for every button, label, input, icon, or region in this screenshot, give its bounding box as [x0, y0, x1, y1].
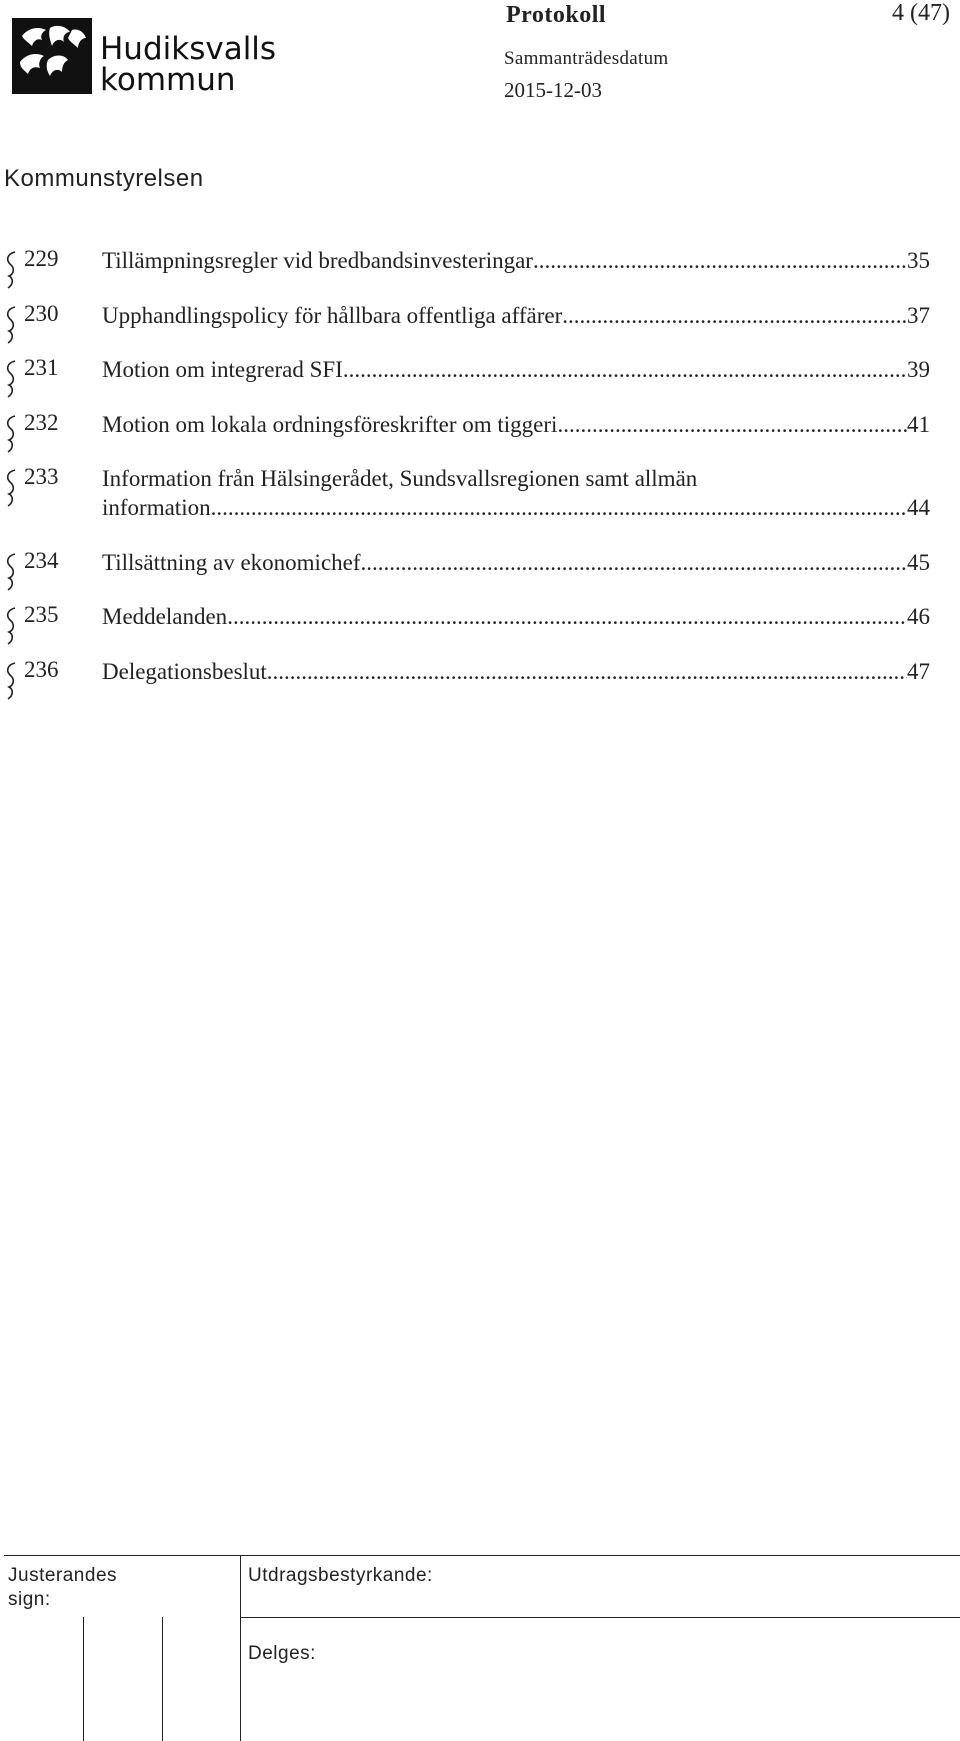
toc-paragraph-number: 230	[24, 300, 59, 326]
toc-page-number: 39	[907, 357, 930, 382]
hudiksvalls-logo	[12, 18, 277, 98]
toc-item[interactable]	[0, 548, 930, 587]
toc-item[interactable]	[0, 410, 930, 449]
dot-leader	[227, 602, 907, 631]
meeting-date: 2015-12-03	[504, 78, 602, 102]
logo-line-2: kommun	[100, 62, 236, 98]
toc-paragraph-number: 234	[24, 547, 59, 573]
toc-item[interactable]	[0, 355, 930, 394]
toc-entry	[102, 548, 930, 577]
toc-page-number: 45	[907, 549, 930, 575]
toc-paragraph-number: 233	[24, 464, 59, 489]
section-sign-icon	[3, 305, 17, 345]
toc-item[interactable]	[0, 301, 930, 340]
section-sign-icon	[3, 250, 17, 290]
logo-wordmark	[100, 31, 277, 98]
toc-entry	[102, 410, 930, 439]
toc-item[interactable]	[0, 657, 930, 696]
sign-box-divider-2	[162, 1617, 163, 1741]
toc-entry	[102, 246, 930, 275]
dot-leader	[211, 493, 907, 522]
toc-entry-line	[102, 410, 930, 439]
dot-leader	[361, 548, 907, 577]
toc-paragraph-number: 231	[24, 355, 59, 380]
goat-logo-icon	[12, 18, 92, 94]
toc-item[interactable]	[0, 464, 930, 532]
section-sign-icon	[3, 468, 17, 508]
section-sign-icon	[3, 414, 17, 454]
toc-entry-text: Motion om lokala ordningsföreskrifter om tiggeri	[102, 411, 558, 437]
toc-page-number: 41	[907, 411, 930, 437]
toc-entry-line	[102, 602, 930, 631]
signature-footer	[0, 1555, 960, 1741]
dot-leader	[343, 355, 907, 384]
section-sign-icon	[3, 661, 17, 701]
toc-item[interactable]	[0, 246, 930, 285]
sign-label: sign:	[8, 1589, 51, 1610]
toc-entry-text: information	[102, 495, 211, 520]
toc-page-number: 46	[907, 604, 930, 629]
date-label: Sammanträdesdatum	[504, 48, 669, 69]
section-sign-icon	[3, 552, 17, 592]
document-title: Protokoll	[506, 2, 607, 28]
toc-entry-text: Tillsättning av ekonomichef	[102, 549, 361, 575]
page-number: 4 (47)	[892, 0, 950, 26]
toc-entry-line	[102, 657, 930, 686]
toc-entry-text: Information från Hälsingerådet, Sundsvallsregionen samt allmän	[102, 466, 698, 491]
toc-page-number: 37	[907, 302, 930, 328]
organ-heading: Kommunstyrelsen	[4, 165, 204, 192]
dot-leader	[533, 246, 907, 275]
logo-line-1: Hudiksvalls	[100, 31, 277, 67]
footer-top-rule	[4, 1555, 960, 1556]
dot-leader	[562, 301, 907, 330]
toc-entry-text: Upphandlingspolicy för hållbara offentliga affärer	[102, 302, 563, 328]
toc-paragraph-number: 235	[24, 602, 59, 627]
footer-divider	[240, 1555, 241, 1741]
toc-entry-line	[102, 246, 930, 275]
toc-paragraph-number: 232	[24, 409, 59, 435]
toc-page-number: 35	[907, 248, 930, 273]
toc-entry	[102, 657, 930, 686]
toc-entry-line	[102, 548, 930, 577]
toc-entry	[102, 464, 930, 522]
toc-entry-text: Tillämpningsregler vid bredbandsinvesteringar	[102, 248, 533, 273]
toc-entry	[102, 355, 930, 384]
toc-page-number: 44	[907, 495, 930, 520]
dot-leader	[557, 410, 907, 439]
toc-entry-text: Motion om integrerad SFI	[102, 357, 343, 382]
toc-entry-line	[102, 355, 930, 384]
toc-entry-line	[102, 301, 930, 330]
toc-entry-line	[102, 493, 930, 522]
section-sign-icon	[3, 359, 17, 399]
toc-entry-text: Meddelanden	[102, 604, 228, 629]
toc-entry-text: Delegationsbeslut	[102, 658, 267, 684]
sign-box-divider-1	[83, 1617, 84, 1741]
justerandes-label: Justerandes	[8, 1565, 118, 1586]
toc-page-number: 47	[907, 658, 930, 684]
footer-mid-rule	[240, 1617, 960, 1618]
toc-item[interactable]	[0, 602, 930, 641]
utdragsbestyrkande-label: Utdragsbestyrkande:	[248, 1565, 433, 1586]
delges-label: Delges:	[248, 1643, 316, 1664]
dot-leader	[267, 657, 907, 686]
toc-entry	[102, 602, 930, 631]
toc-entry	[102, 301, 930, 330]
toc-paragraph-number: 229	[24, 246, 59, 271]
section-sign-icon	[3, 606, 17, 646]
toc-paragraph-number: 236	[24, 656, 59, 682]
